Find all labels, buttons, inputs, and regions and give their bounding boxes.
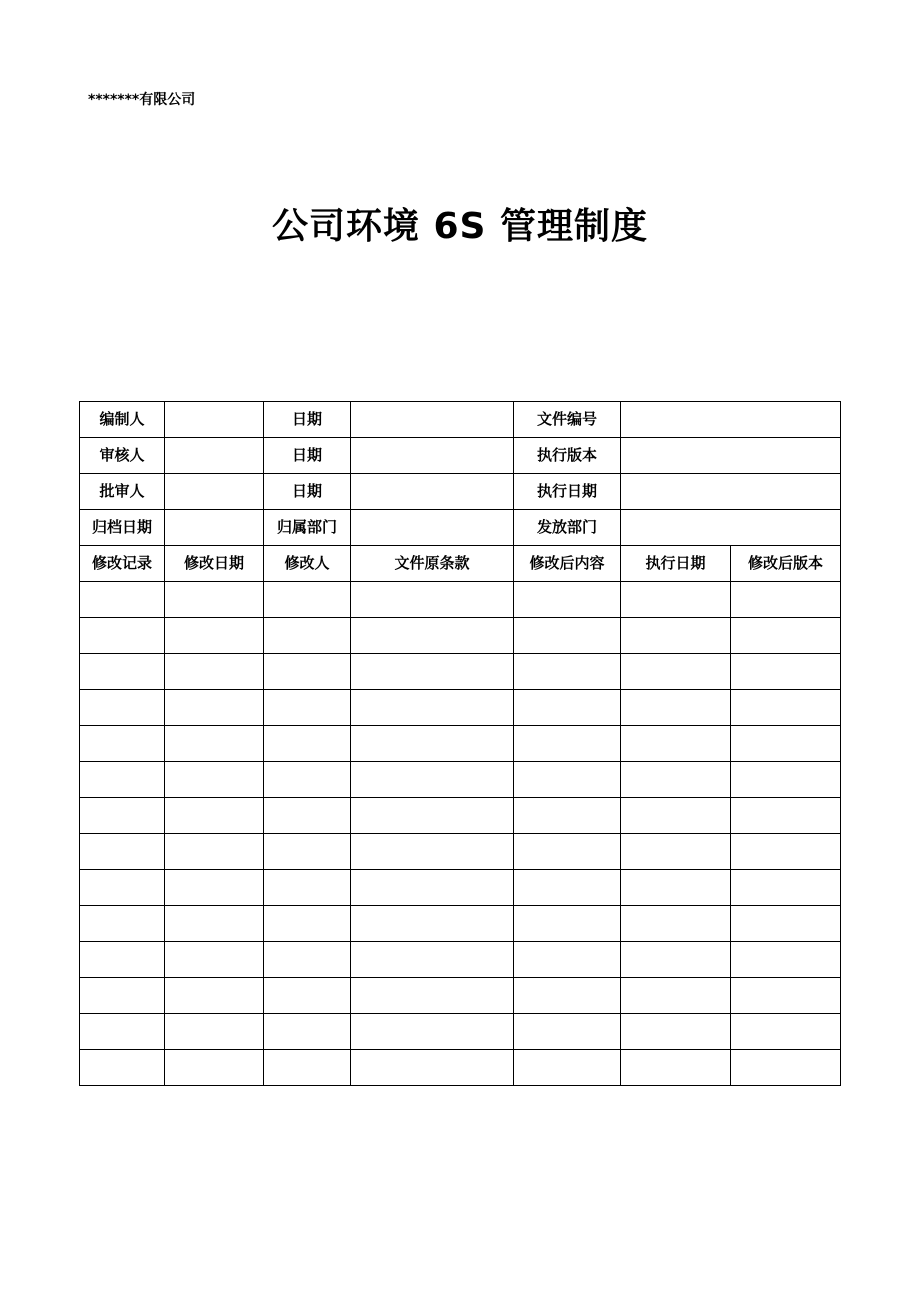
revision-cell[interactable]: [165, 618, 264, 654]
revision-cell[interactable]: [731, 942, 841, 978]
info-value-field[interactable]: [351, 510, 514, 546]
revision-cell[interactable]: [731, 726, 841, 762]
revision-cell[interactable]: [514, 582, 621, 618]
info-value-field[interactable]: [165, 438, 264, 474]
info-label: 执行版本: [514, 438, 621, 474]
revision-cell[interactable]: [80, 618, 165, 654]
revision-cell[interactable]: [80, 870, 165, 906]
revision-cell[interactable]: [165, 978, 264, 1014]
revision-row: [80, 978, 841, 1014]
revision-cell[interactable]: [351, 690, 514, 726]
revision-cell[interactable]: [165, 582, 264, 618]
revision-cell[interactable]: [351, 906, 514, 942]
revision-cell[interactable]: [621, 726, 731, 762]
revision-row: [80, 726, 841, 762]
info-value-field[interactable]: [165, 474, 264, 510]
revision-cell[interactable]: [80, 762, 165, 798]
revision-cell[interactable]: [165, 870, 264, 906]
info-value-field[interactable]: [351, 438, 514, 474]
revision-cell[interactable]: [351, 726, 514, 762]
info-value-field[interactable]: [165, 402, 264, 438]
revision-cell[interactable]: [514, 906, 621, 942]
revision-cell[interactable]: [264, 942, 351, 978]
revision-cell[interactable]: [80, 1014, 165, 1050]
revision-cell[interactable]: [264, 582, 351, 618]
revision-cell[interactable]: [731, 654, 841, 690]
revision-column-header: 修改后版本: [731, 546, 841, 582]
revision-row: [80, 798, 841, 834]
info-label: 发放部门: [514, 510, 621, 546]
revision-column-header: 文件原条款: [351, 546, 514, 582]
revision-cell[interactable]: [264, 726, 351, 762]
revision-cell[interactable]: [264, 978, 351, 1014]
revision-cell[interactable]: [80, 798, 165, 834]
revision-column-header: 修改人: [264, 546, 351, 582]
revision-cell[interactable]: [621, 942, 731, 978]
revision-cell[interactable]: [80, 654, 165, 690]
revision-cell[interactable]: [731, 762, 841, 798]
revision-row: [80, 870, 841, 906]
revision-cell[interactable]: [731, 978, 841, 1014]
info-label: 审核人: [80, 438, 165, 474]
revision-cell[interactable]: [514, 690, 621, 726]
company-name: *******有限公司: [88, 92, 196, 108]
info-label: 归属部门: [264, 510, 351, 546]
info-value-field[interactable]: [621, 402, 841, 438]
info-value-field[interactable]: [621, 474, 841, 510]
revision-cell[interactable]: [351, 618, 514, 654]
info-value-field[interactable]: [351, 402, 514, 438]
revision-cell[interactable]: [264, 1050, 351, 1086]
revision-cell[interactable]: [514, 942, 621, 978]
revision-cell[interactable]: [264, 906, 351, 942]
revision-cell[interactable]: [80, 942, 165, 978]
info-value-field[interactable]: [165, 510, 264, 546]
info-label: 批审人: [80, 474, 165, 510]
revision-cell[interactable]: [621, 978, 731, 1014]
revision-cell[interactable]: [731, 1050, 841, 1086]
revision-cell[interactable]: [621, 654, 731, 690]
revision-cell[interactable]: [514, 618, 621, 654]
revision-column-header: 修改日期: [165, 546, 264, 582]
revision-cell[interactable]: [165, 654, 264, 690]
info-section: [80, 402, 841, 546]
revision-cell[interactable]: [621, 906, 731, 942]
revision-cell[interactable]: [80, 690, 165, 726]
revision-cell[interactable]: [621, 1050, 731, 1086]
revision-cell[interactable]: [80, 978, 165, 1014]
revision-section: [80, 546, 841, 1086]
revision-row: [80, 942, 841, 978]
revision-row: [80, 906, 841, 942]
revision-cell[interactable]: [351, 762, 514, 798]
revision-cell[interactable]: [264, 618, 351, 654]
document-control-table: [79, 401, 841, 1086]
revision-cell[interactable]: [621, 798, 731, 834]
revision-cell[interactable]: [731, 618, 841, 654]
revision-cell[interactable]: [514, 1014, 621, 1050]
revision-cell[interactable]: [351, 582, 514, 618]
revision-cell[interactable]: [165, 1014, 264, 1050]
revision-row: [80, 582, 841, 618]
info-value-field[interactable]: [621, 510, 841, 546]
revision-cell[interactable]: [80, 906, 165, 942]
revision-cell[interactable]: [351, 654, 514, 690]
revision-cell[interactable]: [731, 582, 841, 618]
revision-row: [80, 1050, 841, 1086]
revision-cell[interactable]: [165, 1050, 264, 1086]
info-label: 编制人: [80, 402, 165, 438]
revision-cell[interactable]: [731, 870, 841, 906]
revision-cell[interactable]: [514, 762, 621, 798]
revision-cell[interactable]: [514, 834, 621, 870]
revision-cell[interactable]: [351, 1014, 514, 1050]
revision-cell[interactable]: [264, 834, 351, 870]
revision-row: [80, 618, 841, 654]
revision-cell[interactable]: [165, 942, 264, 978]
info-row: [80, 474, 841, 510]
revision-cell[interactable]: [351, 834, 514, 870]
revision-cell[interactable]: [351, 978, 514, 1014]
revision-cell[interactable]: [165, 762, 264, 798]
revision-cell[interactable]: [731, 906, 841, 942]
revision-cell[interactable]: [165, 906, 264, 942]
revision-cell[interactable]: [80, 1050, 165, 1086]
revision-cell[interactable]: [264, 690, 351, 726]
revision-row: [80, 762, 841, 798]
revision-cell[interactable]: [351, 798, 514, 834]
info-label: 归档日期: [80, 510, 165, 546]
revision-cell[interactable]: [80, 582, 165, 618]
revision-row: [80, 1014, 841, 1050]
revision-cell[interactable]: [351, 942, 514, 978]
revision-row: [80, 834, 841, 870]
info-row: [80, 438, 841, 474]
revision-cell[interactable]: [514, 726, 621, 762]
revision-cell[interactable]: [621, 690, 731, 726]
revision-column-header: 修改记录: [80, 546, 165, 582]
revision-cell[interactable]: [264, 798, 351, 834]
revision-cell[interactable]: [731, 798, 841, 834]
revision-cell[interactable]: [165, 834, 264, 870]
revision-column-header: 修改后内容: [514, 546, 621, 582]
revision-cell[interactable]: [514, 654, 621, 690]
revision-cell[interactable]: [264, 762, 351, 798]
revision-cell[interactable]: [621, 870, 731, 906]
revision-cell[interactable]: [731, 1014, 841, 1050]
document-title: 公司环境 6S 管理制度: [271, 206, 649, 247]
revision-column-header: 执行日期: [621, 546, 731, 582]
revision-cell[interactable]: [165, 798, 264, 834]
revision-cell[interactable]: [621, 582, 731, 618]
revision-cell[interactable]: [621, 834, 731, 870]
revision-cell[interactable]: [80, 834, 165, 870]
info-row: [80, 510, 841, 546]
info-value-field[interactable]: [351, 474, 514, 510]
revision-cell[interactable]: [621, 1014, 731, 1050]
revision-cell[interactable]: [514, 978, 621, 1014]
info-label: 文件编号: [514, 402, 621, 438]
revision-cell[interactable]: [264, 1014, 351, 1050]
info-label: 日期: [264, 402, 351, 438]
revision-cell[interactable]: [351, 1050, 514, 1086]
revision-cell[interactable]: [165, 690, 264, 726]
info-label: 日期: [264, 474, 351, 510]
revision-row: [80, 654, 841, 690]
revision-cell[interactable]: [264, 654, 351, 690]
revision-cell[interactable]: [351, 870, 514, 906]
revision-row: [80, 690, 841, 726]
revision-cell[interactable]: [514, 1050, 621, 1086]
revision-cell[interactable]: [514, 870, 621, 906]
revision-cell[interactable]: [165, 726, 264, 762]
revision-cell[interactable]: [731, 690, 841, 726]
revision-cell[interactable]: [264, 870, 351, 906]
revision-cell[interactable]: [621, 762, 731, 798]
info-row: [80, 402, 841, 438]
revision-cell[interactable]: [80, 726, 165, 762]
info-label: 执行日期: [514, 474, 621, 510]
revision-header-row: [80, 546, 841, 582]
revision-cell[interactable]: [731, 834, 841, 870]
revision-cell[interactable]: [514, 798, 621, 834]
info-label: 日期: [264, 438, 351, 474]
info-value-field[interactable]: [621, 438, 841, 474]
revision-cell[interactable]: [621, 618, 731, 654]
